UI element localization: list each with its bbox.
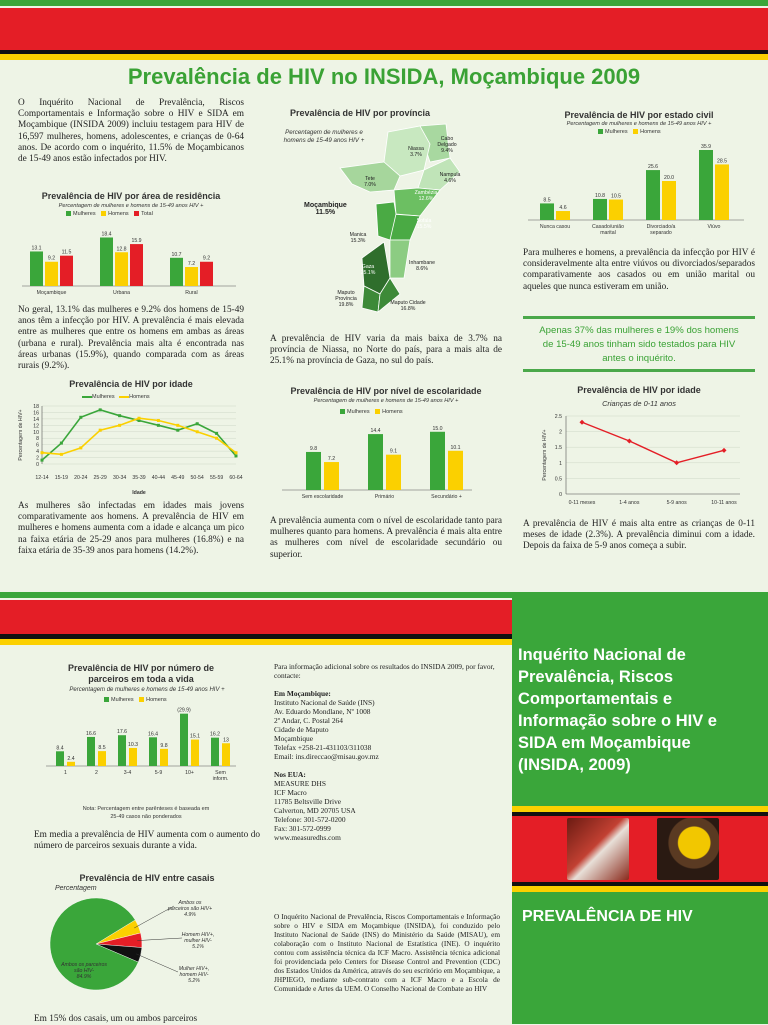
data-point xyxy=(157,424,160,427)
intro-paragraph: O Inquérito Nacional de Prevalência, Riscos Comportamentais e Informação sobre o HIV e SIDA em Moçambique (INSIDA 2009) incluiu testagem para HIV de 16,597 mulheres, homens, adolescentes, e crianças de 0-64 anos. De acordo com o inquérito, 11.5% de Moçambicanos de 15-49 anos estão infectados por HIV. xyxy=(18,98,244,165)
bar xyxy=(593,199,607,220)
bar-value-label: 9.1 xyxy=(389,448,398,455)
bar-value-label: 10.3 xyxy=(127,741,139,748)
data-point xyxy=(118,424,121,427)
x-tick-label: 5-9 anos xyxy=(666,500,687,506)
data-point xyxy=(235,451,238,454)
bar xyxy=(129,748,137,766)
category-label: 2 xyxy=(95,770,98,776)
legend-homens: Homens xyxy=(129,394,150,400)
data-point xyxy=(627,438,632,443)
bar-value-label: 14.4 xyxy=(370,428,381,435)
province-name: Gaza xyxy=(361,264,375,270)
bar xyxy=(200,262,213,286)
data-point xyxy=(41,459,44,462)
province-paragraph: A prevalência de HIV varia da mais baixa de 3.7% na província de Niassa, no Norte do país, para a mais alta de 25.1% na província de Gaza, no sul do país. xyxy=(270,334,502,367)
bar-value-label: 18.4 xyxy=(101,231,112,238)
province-chart-subtitle: Percentagem de mulheres e homens de 15-49 anos HIV + xyxy=(283,129,365,144)
edu-paragraph: A prevalência aumenta com o nível de escolaridade tanto para mulheres quanto para homens. A prevalência é mais alta entre as mulheres com nível de escolaridade secundário ou superior. xyxy=(270,516,502,560)
bar-value-label: 9.2 xyxy=(47,255,56,262)
bar-value-label: 8.4 xyxy=(56,745,64,752)
cover-subtitle: PREVALÊNCIA DE HIV xyxy=(522,908,693,925)
category-label: Primário xyxy=(374,494,395,500)
leader-line xyxy=(137,938,182,941)
data-point xyxy=(157,419,160,422)
bar xyxy=(699,150,713,220)
category-label: Casado/união xyxy=(591,224,625,230)
couples-chart-title: Prevalência de HIV entre casais xyxy=(79,873,215,883)
bar-value-label: 2.4 xyxy=(67,755,75,762)
x-tick-label: 20-24 xyxy=(74,475,88,481)
y-tick-label: 8 xyxy=(36,436,39,443)
bar xyxy=(386,455,401,490)
data-point xyxy=(580,420,585,425)
slice-value: 4.9% xyxy=(184,912,196,918)
y-tick-label: 14 xyxy=(33,416,39,423)
child-chart-title: Prevalência de HIV por idade xyxy=(577,385,701,395)
category-label: 3-4 xyxy=(123,770,132,776)
partners-paragraph: Em media a prevalência de HIV aumenta com o aumento do número de parceiros sexuais durante a vida. xyxy=(34,830,260,852)
about-paragraph: O Inquérito Nacional de Prevalência, Riscos Comportamentais e Informação sobre o HIV e SIDA em Moçambique (INSIDA), foi conduzido pelo Instituto Nacional de Saúde (INS) do Ministério da Saúde (MISAU), em colaboração com o Instituto Nacional de Estatística (INE). O inquérito contou com assistência técnica da ICF Macro. Assistência técnica adicional foi providenciada pelo Centers for Disease Control and Prevention (CDC) dos Estados Unidos da América, através do seu escritório em Moçambique, a JHPIEGO, mediante sub-contrato com a ICF Macro e a Escola de Comunidade e Artes da UEM. O Conselho Nacional de Combate ao HIV xyxy=(274,912,500,993)
bar xyxy=(60,256,73,286)
couples-pie xyxy=(34,890,264,1002)
photo-hands-icon xyxy=(567,818,629,880)
legend-total: Total xyxy=(141,211,153,217)
bar xyxy=(540,203,554,220)
partners-note: Nota: Percentagem entre parênteses é baseada em 25-49 casos não ponderados xyxy=(82,806,210,820)
bar-value-label: 10.7 xyxy=(171,251,182,258)
data-point xyxy=(118,414,121,417)
usa-heading: Nos EUA: xyxy=(274,770,306,779)
moz-heading: Em Moçambique: xyxy=(274,689,331,698)
bar-value-label: 25.6 xyxy=(647,164,659,171)
contact-line: Moçambique xyxy=(274,734,313,743)
contact-line: Av. Eduardo Mondlane, Nº 1008 xyxy=(274,707,371,716)
bar-value-label: (29.9) xyxy=(177,707,191,714)
province-name: Inhambane xyxy=(409,260,435,266)
data-point xyxy=(79,446,82,449)
y-tick-label: 0 xyxy=(36,462,39,468)
bar-value-label: 8.5 xyxy=(98,745,106,752)
y-tick-label: 0 xyxy=(559,492,562,498)
contact-intro: Para informação adicional sobre os resultados do INSIDA 2009, por favor, contacte: xyxy=(274,662,495,680)
bar xyxy=(222,743,230,766)
edu-chart xyxy=(280,418,480,510)
data-point xyxy=(79,416,82,419)
bar xyxy=(56,751,64,766)
data-point xyxy=(235,454,238,457)
y-tick-label: 4 xyxy=(36,449,39,456)
y-tick-label: 6 xyxy=(36,442,39,449)
contact-line: 11785 Beltsville Drive xyxy=(274,797,342,806)
edu-chart-title: Prevalência de HIV por nível de escolaridade xyxy=(290,386,482,396)
contact-line: Calverton, MD 20705 USA xyxy=(274,806,356,815)
moz-contact-lines xyxy=(274,698,500,761)
x-tick-label: 30-34 xyxy=(112,475,127,481)
data-point xyxy=(60,453,63,456)
legend-homens: Homens xyxy=(108,211,129,217)
data-point xyxy=(215,432,218,435)
bar xyxy=(556,211,570,220)
bar-value-label: 4.6 xyxy=(559,205,567,212)
bar xyxy=(67,762,75,766)
province-name: Delgado xyxy=(437,142,457,148)
y-tick-label: 18 xyxy=(33,404,39,410)
contact-line: MEASURE DHS xyxy=(274,779,326,788)
y-tick-label: 16 xyxy=(33,410,39,417)
y-tick-label: 10 xyxy=(33,429,39,436)
bar-value-label: 15.0 xyxy=(432,425,443,432)
x-tick-label: 45-49 xyxy=(171,475,185,481)
category-label: Moçambique xyxy=(36,290,67,296)
x-tick-label: 0-11 meses xyxy=(568,500,596,506)
cover-title: Inquérito Nacional de Prevalência, Riscos Comportamentais e Informação sobre o HIV e SIDA em Moçambique (INSIDA, 2009) xyxy=(518,646,717,774)
top-flag-band xyxy=(0,0,768,62)
partners-chart xyxy=(48,706,238,802)
bar xyxy=(87,737,95,766)
bar-value-label: 7.2 xyxy=(327,456,336,463)
x-tick-label: 50-54 xyxy=(190,475,204,481)
category-label: Divorciado/a xyxy=(646,224,676,230)
slice-label: Ambos os xyxy=(178,900,202,906)
legend-mulheres: Mulheres xyxy=(605,129,628,135)
y-tick-label: 2 xyxy=(36,455,39,462)
province-chart-title: Prevalência de HIV por província xyxy=(289,108,431,118)
data-point xyxy=(674,460,679,465)
usa-contact-lines xyxy=(274,779,500,842)
age-chart-legend xyxy=(82,394,150,400)
legend-homens: Homens xyxy=(146,697,167,703)
category-label: marital xyxy=(600,230,616,236)
category-label: Sem escolaridade xyxy=(301,494,344,500)
civil-chart-title: Prevalência de HIV por estado civil xyxy=(564,110,714,120)
province-inhambane xyxy=(390,240,410,278)
civil-paragraph: Para mulheres e homens, a prevalência da infecção por HIV é consideravelmente alta entre viúvos ou divorciados/separados comparativamente aos casados ou em união marital ou aqueles que nunca estiveram em união. xyxy=(523,248,755,292)
category-label: Urbana xyxy=(112,290,131,296)
province-value: 3.7% xyxy=(410,152,422,158)
area-chart-legend xyxy=(62,211,153,217)
x-tick-label: 40-44 xyxy=(151,475,166,481)
contact-line: ICF Macro xyxy=(274,788,307,797)
category-label: 10+ xyxy=(185,770,194,776)
category-label: Secundário + xyxy=(431,494,462,500)
partners-chart-title: Prevalência de HIV por número de parceiros em toda a vida xyxy=(67,663,215,684)
y-tick-label: 1.5 xyxy=(554,445,562,452)
bar-value-label: 28.5 xyxy=(716,158,728,165)
bar xyxy=(306,452,321,490)
category-label: Nunca casou xyxy=(539,224,571,230)
y-tick-label: 0.5 xyxy=(554,476,562,483)
x-tick-label: 15-19 xyxy=(54,475,69,481)
province-value: 7.0% xyxy=(364,182,376,188)
contact-line: Cidade de Maputo xyxy=(274,725,329,734)
area-paragraph: No geral, 13.1% das mulheres e 9.2% dos homens de 15-49 anos têm a infecção por HIV. A prevalência é mais elevada entre as mulheres que entre os homens em ambas as áreas (urbana e rural). Prevalência mais alta é encontrada nas áreas urbanas (15.9%), quando comparada com as áreas rurais (9.2%). xyxy=(18,305,244,372)
category-label: 5-9 xyxy=(154,770,163,776)
x-tick-label: 12-14 xyxy=(35,475,49,481)
national-name: Moçambique xyxy=(304,202,347,209)
child-age-chart xyxy=(530,410,752,514)
area-chart xyxy=(22,222,244,302)
bar xyxy=(715,164,729,220)
cover-panel xyxy=(512,592,768,1024)
legend-mulheres: Mulheres xyxy=(111,697,134,703)
bar xyxy=(100,237,113,286)
contact-line: Telefone: 301-572-0200 xyxy=(274,815,346,824)
partners-chart-legend xyxy=(100,697,167,703)
province-name: Cabo xyxy=(440,136,454,142)
data-point xyxy=(176,429,179,432)
slice-value: 84.9% xyxy=(76,974,92,980)
province-value: 4.6% xyxy=(444,178,456,184)
bar-value-label: 13 xyxy=(223,737,229,744)
slice-label: homem HIV- xyxy=(179,972,209,978)
slice-label: Ambos os parceiros xyxy=(61,962,107,968)
legend-mulheres: Mulheres xyxy=(92,394,115,400)
x-axis-label: Idade xyxy=(132,490,146,496)
category-label: Viúvo xyxy=(707,224,721,230)
bar-value-label: 7.2 xyxy=(187,261,196,268)
province-name: Maputo Cidade xyxy=(390,300,426,306)
bar xyxy=(191,740,199,766)
legend-mulheres: Mulheres xyxy=(73,211,96,217)
province-value: 8.6% xyxy=(416,266,428,272)
bar-value-label: 12.8 xyxy=(116,246,127,253)
x-tick-label: 60-64 xyxy=(229,475,243,481)
age-paragraph: As mulheres são infectadas em idades mais jovens comparativamente aos homens. A prevalência de HIV em mulheres e homens aumenta com a idade e alcança um pico na faixa etária de 25-29 anos para mulheres (16.8%) e na faixa etária de 35-39 anos para homens (14.2%). xyxy=(18,501,244,556)
bar xyxy=(149,737,157,766)
bar xyxy=(646,170,660,220)
age-chart xyxy=(14,402,246,496)
page-title: Prevalência de HIV no INSIDA, Moçambique 2009 xyxy=(127,64,641,89)
category-label: inform. xyxy=(212,776,229,782)
y-tick-label: 1 xyxy=(559,460,562,467)
bar xyxy=(430,432,445,490)
category-label: separado xyxy=(650,230,672,236)
province-name: Zambézia xyxy=(414,190,438,196)
contact-line: Telefax +258-21-431103/311038 xyxy=(274,743,372,752)
province-name: Província xyxy=(335,296,357,302)
contact-line: 2º Andar, C. Postal 264 xyxy=(274,716,343,725)
data-point xyxy=(41,451,44,454)
bar-value-label: 20.0 xyxy=(663,175,675,181)
bar-value-label: 13.1 xyxy=(31,245,42,252)
province-value: 15.3% xyxy=(350,238,366,244)
contact-line: Email: ins.direccao@misau.gov.mz xyxy=(274,752,379,761)
y-axis-label: Percentagem de HIV+ xyxy=(542,429,548,481)
child-paragraph: A prevalência de HIV é mais alta entre as crianças de 0-11 meses de idade (2.3%). A prevalência diminui com a idade. Depois da faixa de 5-9 anos começa a subir. xyxy=(523,519,755,552)
data-point xyxy=(196,430,199,433)
bar xyxy=(160,749,168,766)
civil-chart-legend xyxy=(594,129,661,135)
series-line-Homens xyxy=(42,418,236,454)
bar xyxy=(30,251,43,286)
bar xyxy=(448,451,463,490)
province-value: 19.8% xyxy=(338,302,354,308)
data-point xyxy=(99,408,102,411)
photo-person-icon xyxy=(657,818,719,880)
province-name: Tete xyxy=(365,176,375,182)
callout-text: Apenas 37% das mulheres e 19% dos homens de 15-49 anos tinham sido testados para HIV antes o inquérito. xyxy=(539,325,739,364)
data-point xyxy=(722,448,727,453)
data-point xyxy=(60,442,63,445)
data-point xyxy=(215,437,218,440)
bar-value-label: 17.6 xyxy=(116,729,128,736)
province-value: 16.8% xyxy=(400,306,416,312)
province-name: Nampula xyxy=(439,172,461,178)
data-point xyxy=(99,429,102,432)
bar-value-label: 16.2 xyxy=(209,731,221,738)
area-chart-title: Prevalência de HIV por área de residência xyxy=(41,191,221,201)
mozambique-map xyxy=(300,118,480,323)
child-chart-subtitle: Crianças de 0-11 anos xyxy=(602,399,676,408)
slice-value: 5.1% xyxy=(192,944,204,950)
data-point xyxy=(196,422,199,425)
couples-paragraph: Em 15% dos casais, um ou ambos parceiros xyxy=(34,1014,198,1024)
bar-value-label: 8.5 xyxy=(543,197,551,204)
y-axis-label: Percentagem de HIV+ xyxy=(18,409,24,461)
y-tick-label: 2 xyxy=(559,429,562,436)
bar xyxy=(324,462,339,490)
legend-homens: Homens xyxy=(640,129,661,135)
bar-value-label: 9.8 xyxy=(309,445,318,452)
age-chart-title: Prevalência de HIV por idade xyxy=(69,379,193,389)
contact-line: www.measuredhs.com xyxy=(274,833,341,842)
couples-chart-subtitle: Percentagem xyxy=(55,885,97,892)
edu-chart-legend xyxy=(336,409,403,415)
bar-value-label: 11.5 xyxy=(61,249,72,256)
contact-line: Fax: 301-572-0999 xyxy=(274,824,331,833)
province-name: Maputo xyxy=(337,290,355,296)
province-name: Niassa xyxy=(408,146,424,152)
slice-label: mulher HIV- xyxy=(184,938,212,944)
edu-chart-subtitle: Percentagem de mulheres e homens de 15-49 anos HIV + xyxy=(313,398,459,404)
y-tick-label: 12 xyxy=(33,423,39,430)
bar xyxy=(115,252,128,286)
bar-value-label: 15.1 xyxy=(189,733,201,740)
bar xyxy=(185,267,198,286)
middle-flag-band xyxy=(0,592,512,652)
leader-line xyxy=(136,954,178,972)
x-tick-label: 55-59 xyxy=(209,475,224,481)
partners-chart-subtitle: Percentagem de mulheres e homens de 15-49 anos HIV + xyxy=(69,687,225,693)
bar-value-label: 35.9 xyxy=(700,143,712,150)
legend-mulheres: Mulheres xyxy=(347,409,370,415)
series-line xyxy=(582,422,724,463)
category-label: Rural xyxy=(185,290,198,296)
bar xyxy=(662,181,676,220)
callout-box xyxy=(523,316,755,372)
slice-label: parceiros são HIV+ xyxy=(167,906,213,912)
civil-chart xyxy=(530,140,752,242)
x-tick-label: 35-39 xyxy=(132,475,146,481)
bar-value-label: 10.8 xyxy=(594,192,606,199)
province-name: Manica xyxy=(349,232,367,238)
area-chart-subtitle: Percentagem de mulheres e homens de 15-49 anos HIV + xyxy=(58,203,204,209)
bar-value-label: 15.9 xyxy=(131,238,142,245)
bar xyxy=(609,200,623,220)
x-tick-label: 25-29 xyxy=(93,475,107,481)
bar-value-label: 10.5 xyxy=(610,193,622,200)
slice-label: Homem HIV+, xyxy=(181,932,215,938)
contact-line: Instituto Nacional de Saúde (INS) xyxy=(274,698,375,707)
slice-label: Mulher HIV+, xyxy=(178,966,210,972)
province-value: 25.1% xyxy=(360,270,376,276)
province-value: 15.5% xyxy=(416,224,432,230)
bar-value-label: 16.6 xyxy=(85,730,97,737)
province-name: Sofala xyxy=(416,218,432,224)
bar xyxy=(130,244,143,286)
category-label: Sem xyxy=(215,770,226,776)
x-tick-label: 10-11 anos xyxy=(711,500,737,506)
legend-homens: Homens xyxy=(382,409,403,415)
bar xyxy=(98,751,106,766)
slice-label: são HIV- xyxy=(74,968,94,974)
bar xyxy=(170,258,183,286)
national-value: 11.5% xyxy=(315,209,336,216)
contact-block xyxy=(274,662,500,842)
province-value: 9.4% xyxy=(441,148,453,154)
bar-value-label: 9.8 xyxy=(160,742,168,749)
bar xyxy=(368,434,383,490)
bar xyxy=(180,714,188,766)
civil-chart-subtitle: Percentagem de mulheres e homens de 15-49 anos HIV + xyxy=(566,121,712,127)
bar xyxy=(118,735,126,766)
x-tick-label: 1-4 anos xyxy=(619,500,640,506)
bar-value-label: 9.2 xyxy=(202,255,211,262)
bar-value-label: 10.1 xyxy=(450,444,461,451)
category-label: 1 xyxy=(64,770,67,776)
bar xyxy=(211,738,219,766)
y-tick-label: 2.5 xyxy=(554,414,562,420)
bar xyxy=(45,262,58,286)
cover-flag-band xyxy=(512,806,768,892)
slice-value: 5.2% xyxy=(188,978,200,984)
province-value: 12.6% xyxy=(418,196,434,202)
data-point xyxy=(138,417,141,420)
bar-value-label: 16.4 xyxy=(147,731,159,738)
data-point xyxy=(176,424,179,427)
